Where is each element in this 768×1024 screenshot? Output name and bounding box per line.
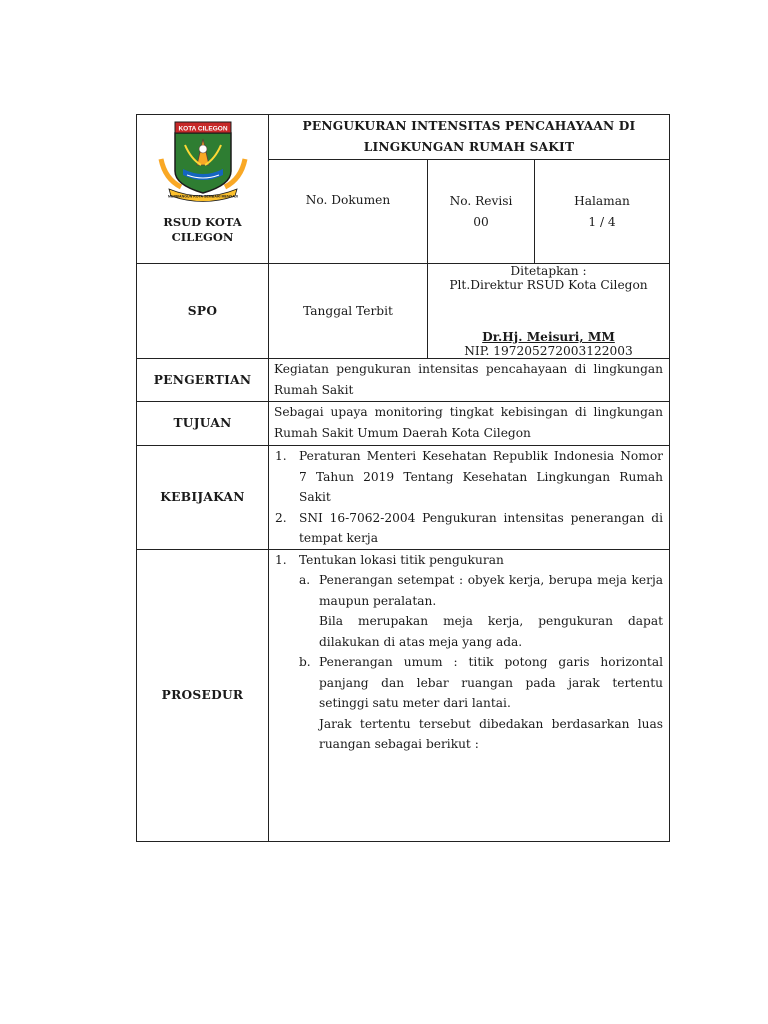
pengesahan-cell (428, 264, 670, 359)
logo-motto: MEMBANGUN KOTA SEMBARI MENGAJI (167, 194, 238, 199)
signer-name: Dr.Hj. Meisuri, MM (482, 330, 615, 344)
signer-nip: NIP. 197205272003122003 (464, 344, 633, 358)
list-item (269, 446, 669, 508)
prosedur-content (269, 549, 670, 841)
list-number: 2. (275, 510, 287, 525)
jabatan-text: Plt.Direktur RSUD Kota Cilegon (449, 278, 648, 292)
no-revisi-label: No. Revisi (449, 194, 513, 208)
sublist-item (299, 570, 669, 611)
halaman-cell (535, 160, 670, 264)
tujuan-label: TUJUAN (137, 402, 269, 446)
list-text: Tentukan lokasi titik pengukuran (299, 552, 504, 567)
no-dokumen-label: No. Dokumen (305, 193, 391, 207)
halaman-value: 1 / 4 (588, 214, 616, 229)
list-item (269, 550, 669, 571)
sublist-item (299, 714, 669, 755)
kebijakan-list (269, 446, 670, 550)
sublist-text: Penerangan setempat : obyek kerja, berupa meja kerja maupun peralatan. (319, 573, 663, 608)
no-dokumen-cell (269, 160, 428, 264)
no-revisi-cell (428, 160, 535, 264)
prosedur-label: PROSEDUR (137, 549, 269, 841)
document-title: PENGUKURAN INTENSITAS PENCAHAYAAN DI LINGKUNGAN RUMAH SAKIT (269, 115, 670, 160)
halaman-label: Halaman (574, 194, 630, 208)
logo-cell (137, 115, 269, 264)
sublist-marker: a. (299, 573, 311, 587)
list-text: Peraturan Menteri Kesehatan Republik Indonesia Nomor 7 Tahun 2019 Tentang Kesehatan Lingkungan Rumah Sakit (299, 449, 663, 504)
sublist-item (299, 611, 669, 652)
sublist-marker: b. (299, 655, 311, 669)
sublist (269, 570, 669, 755)
sublist-note: Jarak tertentu tersebut dibedakan berdasarkan luas ruangan sebagai berikut : (319, 716, 663, 751)
pengertian-text: Kegiatan pengukuran intensitas pencahayaan di lingkungan Rumah Sakit (269, 359, 670, 402)
tujuan-text: Sebagai upaya monitoring tingkat kebisingan di lingkungan Rumah Sakit Umum Daerah Kota Cilegon (269, 402, 670, 446)
list-number: 1. (275, 552, 287, 567)
spo-label: SPO (137, 264, 269, 359)
pengertian-label: PENGERTIAN (137, 359, 269, 402)
list-number: 1. (275, 449, 287, 463)
sublist-item (299, 652, 669, 714)
kebijakan-label: KEBIJAKAN (137, 446, 269, 550)
ditetapkan-text: Ditetapkan : (510, 264, 587, 278)
no-revisi-value: 00 (473, 214, 489, 229)
list-text: SNI 16-7062-2004 Pengukuran intensitas penerangan di tempat kerja (299, 510, 663, 545)
sublist-note: Bila merupakan meja kerja, pengukuran dapat dilakukan di atas meja yang ada. (319, 614, 663, 649)
spo-table (136, 114, 670, 842)
hospital-name: RSUD KOTA CILEGON (163, 215, 242, 244)
kota-cilegon-emblem-icon (155, 119, 251, 203)
sublist-text: Penerangan umum : titik potong garis horizontal panjang dan lebar ruangan pada jarak tertentu setinggi satu meter dari lantai. (319, 655, 663, 710)
tanggal-terbit-label: Tanggal Terbit (269, 264, 428, 359)
list-item (269, 508, 669, 549)
logo-text: KOTA CILEGON (177, 125, 228, 133)
